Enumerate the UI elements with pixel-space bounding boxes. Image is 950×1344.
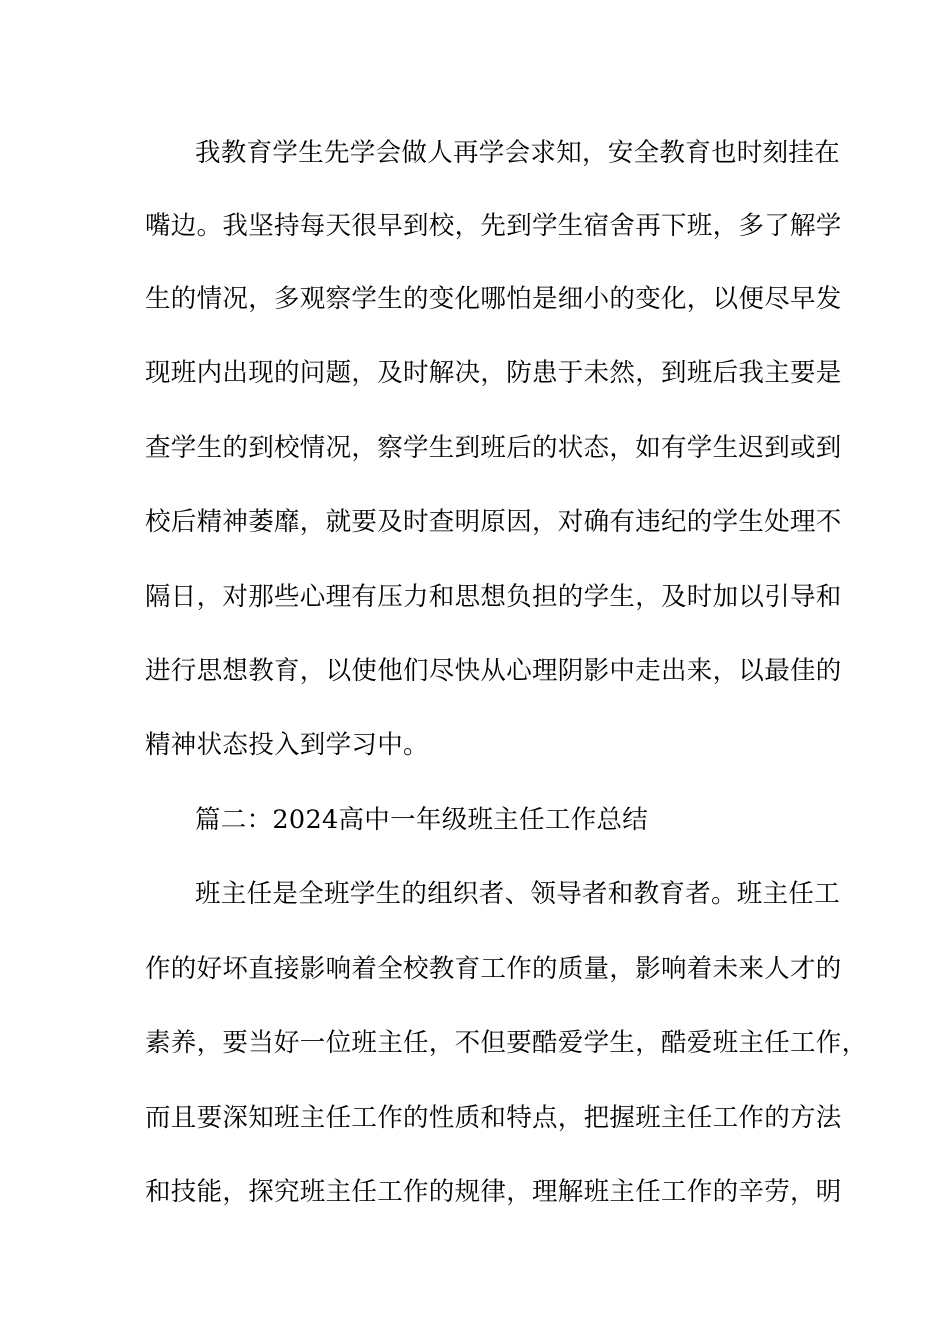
paragraph-line: 嘴边。我坚持每天很早到校，先到学生宿舍再下班，多了解学: [145, 211, 842, 241]
section-heading: 篇二：2024高中一年级班主任工作总结: [195, 805, 649, 835]
paragraph-line: 我教育学生先学会做人再学会求知，安全教育也时刻挂在: [195, 138, 841, 168]
paragraph-line: 和技能，探究班主任工作的规律，理解班主任工作的辛劳，明: [145, 1177, 842, 1207]
paragraph-line: 而且要深知班主任工作的性质和特点，把握班主任工作的方法: [145, 1103, 842, 1133]
paragraph-line: 班主任是全班学生的组织者、领导者和教育者。班主任工: [195, 879, 841, 909]
paragraph-line: 隔日，对那些心理有压力和思想负担的学生，及时加以引导和: [145, 582, 842, 612]
paragraph-last-line: 精神状态投入到学习中。: [145, 730, 429, 760]
paragraph-line: 现班内出现的问题，及时解决，防患于未然，到班后我主要是: [145, 358, 842, 388]
paragraph-line: 校后精神萎靡，就要及时查明原因，对确有违纪的学生处理不: [145, 507, 842, 537]
paragraph-line: 生的情况，多观察学生的变化哪怕是细小的变化，以便尽早发: [145, 284, 842, 314]
paragraph-line: 素养，要当好一位班主任，不但要酷爱学生，酷爱班主任工作，: [145, 1028, 868, 1058]
paragraph-line: 查学生的到校情况，察学生到班后的状态，如有学生迟到或到: [145, 433, 842, 463]
paragraph-line: 作的好坏直接影响着全校教育工作的质量，影响着未来人才的: [145, 954, 842, 984]
paragraph-line: 进行思想教育，以使他们尽快从心理阴影中走出来，以最佳的: [145, 656, 842, 686]
